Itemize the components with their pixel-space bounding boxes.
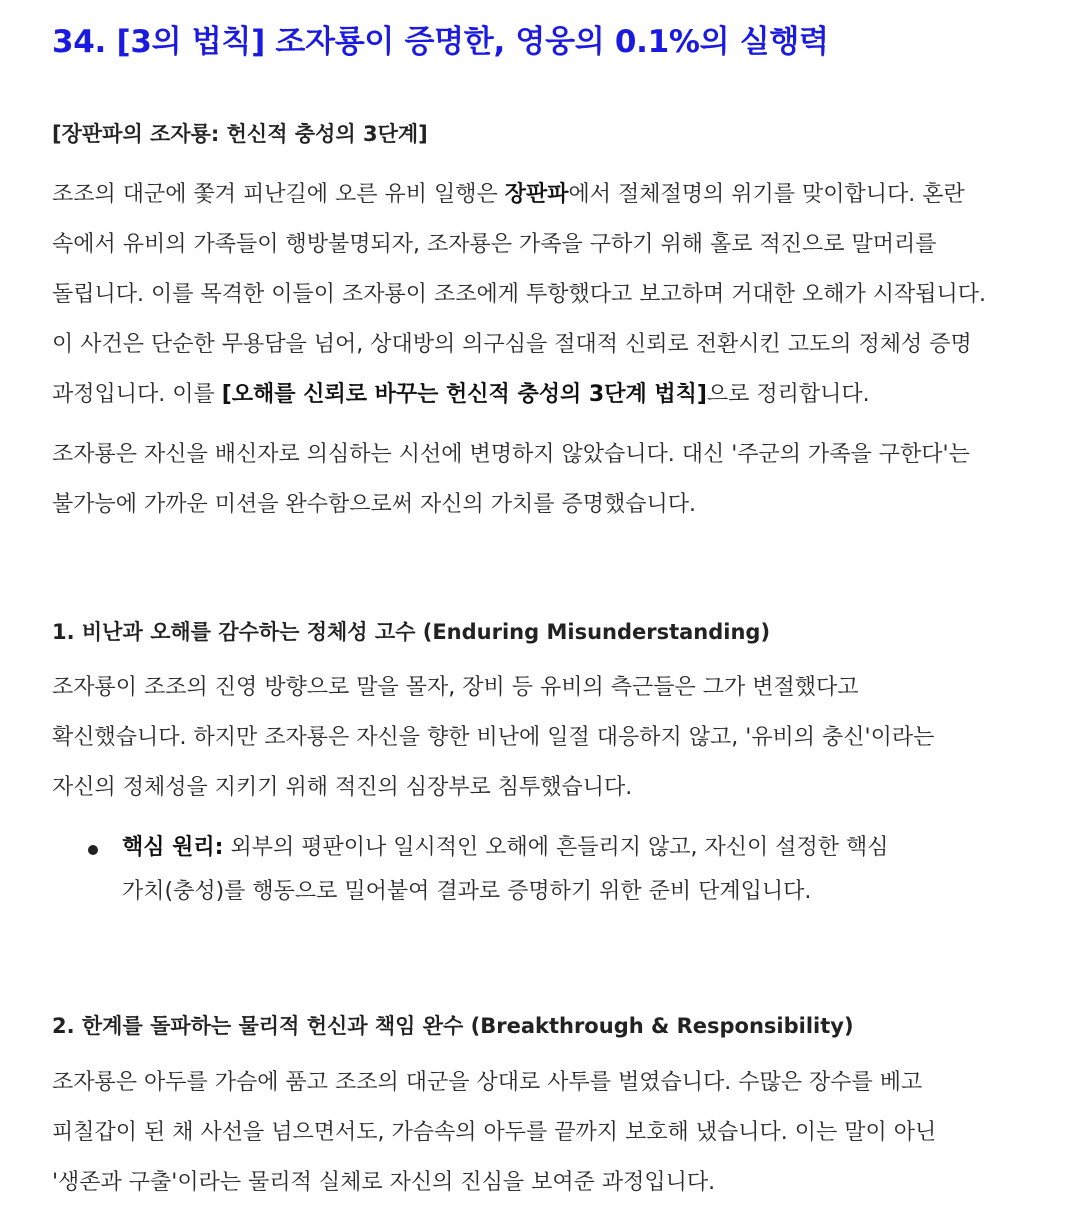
paragraph-line: 이 사건은 단순한 무용담을 넘어, 상대방의 의구심을 절대적 신뢰로 전환시킨 고도의 정체성 증명 <box>52 332 972 357</box>
paragraph-line: 자신의 정체성을 지키기 위해 적진의 심장부로 침투했습니다. <box>52 775 633 800</box>
section-1-heading: 1. 비난과 오해를 감수하는 정체성 고수 (Enduring Misunderstanding) <box>52 620 771 644</box>
paragraph-line: 과정입니다. 이를 [오해를 신뢰로 바꾸는 헌신적 충성의 3단계 법칙]으로 정리합니다. <box>52 382 870 407</box>
bullet-icon <box>88 845 98 855</box>
paragraph-line: 확신했습니다. 하지만 조자룡은 자신을 향한 비난에 일절 대응하지 않고, '유비의 충신'이라는 <box>52 725 935 750</box>
bullet-line: 핵심 원리: 외부의 평판이나 일시적인 오해에 흔들리지 않고, 자신이 설정한 핵심 <box>122 835 889 860</box>
paragraph-line: 조자룡은 아두를 가슴에 품고 조조의 대군을 상대로 사투를 벌였습니다. 수많은 장수를 베고 <box>52 1070 923 1095</box>
bullet-item <box>88 826 888 914</box>
intro-paragraph-2 <box>52 430 970 530</box>
section-2-paragraph <box>52 1058 936 1208</box>
paragraph-line: 조자룡이 조조의 진영 방향으로 말을 몰자, 장비 등 유비의 측근들은 그가 변절했다고 <box>52 675 859 700</box>
bullet-line: 가치(충성)를 행동으로 밀어붙여 결과로 증명하기 위한 준비 단계입니다. <box>122 879 812 904</box>
paragraph-line: 조자룡은 자신을 배신자로 의심하는 시선에 변명하지 않았습니다. 대신 '주군의 가족을 구한다'는 <box>52 442 970 467</box>
paragraph-line: 불가능에 가까운 미션을 완수함으로써 자신의 가치를 증명했습니다. <box>52 492 697 517</box>
bullet-label: 핵심 원리: <box>122 835 224 860</box>
paragraph-line: '생존과 구출'이라는 물리적 실체로 자신의 진심을 보여준 과정입니다. <box>52 1170 716 1195</box>
paragraph-line: 속에서 유비의 가족들이 행방불명되자, 조자룡은 가족을 구하기 위해 홀로 적진으로 말머리를 <box>52 232 937 257</box>
section-2-heading: 2. 한계를 돌파하는 물리적 헌신과 책임 완수 (Breakthrough & Responsibility) <box>52 1014 854 1038</box>
bold-term: 장판파 <box>504 182 569 207</box>
paragraph-line: 피칠갑이 된 채 사선을 넘으면서도, 가슴속의 아두를 끝까지 보호해 냈습니다. 이는 말이 아닌 <box>52 1120 937 1145</box>
paragraph-line: 돌립니다. 이를 목격한 이들이 조자룡이 조조에게 투항했다고 보고하며 거대한 오해가 시작됩니다. <box>52 282 987 307</box>
section-1-paragraph <box>52 663 934 813</box>
document-title: 34. [3의 법칙] 조자룡이 증명한, 영웅의 0.1%의 실행력 <box>52 24 829 60</box>
paragraph-line: 조조의 대군에 쫓겨 피난길에 오른 유비 일행은 장판파에서 절체절명의 위기를 맞이합니다. 혼란 <box>52 182 965 207</box>
bold-term: [오해를 신뢰로 바꾸는 헌신적 충성의 3단계 법칙] <box>221 382 707 407</box>
intro-heading: [장판파의 조자룡: 헌신적 충성의 3단계] <box>52 122 428 146</box>
intro-paragraph-1 <box>52 170 986 420</box>
